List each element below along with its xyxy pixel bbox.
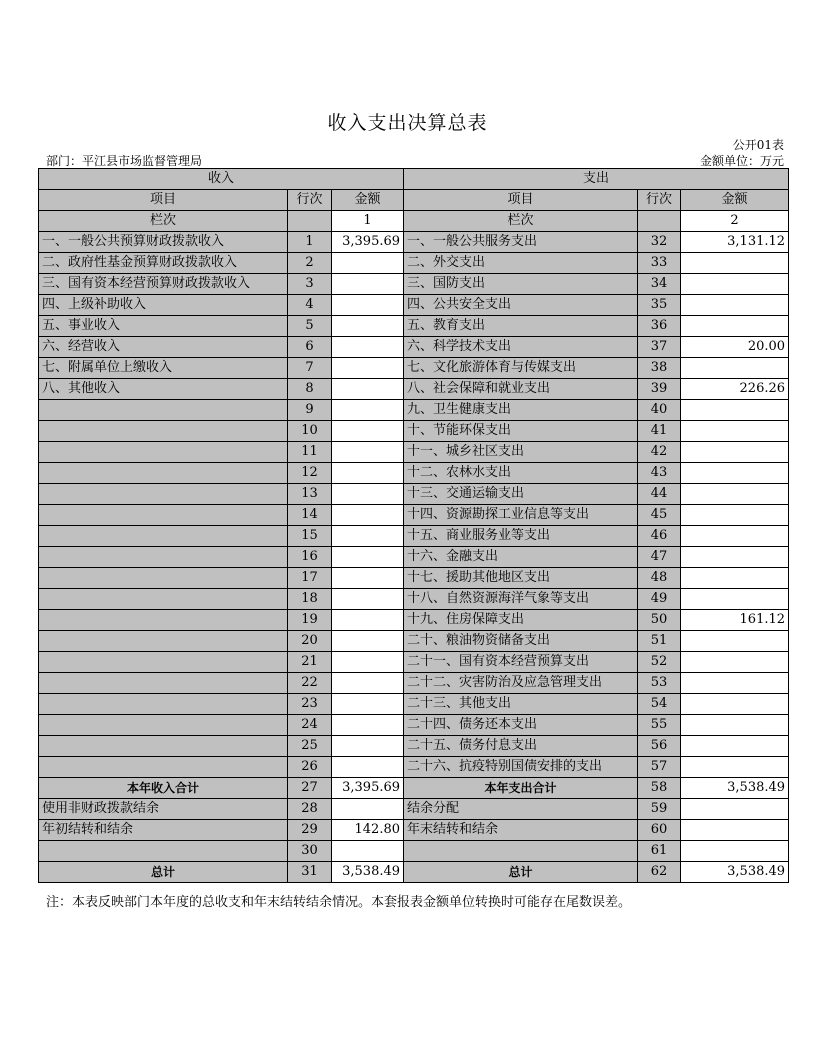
income-item: 一、一般公共预算财政拨款收入 bbox=[39, 232, 288, 253]
expense-item: 十五、商业服务业等支出 bbox=[404, 526, 638, 547]
expense-amount bbox=[681, 694, 789, 715]
income-line: 18 bbox=[288, 589, 332, 610]
expense-amount bbox=[681, 631, 789, 652]
expense-item: 一、一般公共服务支出 bbox=[404, 232, 638, 253]
expense-line: 33 bbox=[638, 253, 681, 274]
footnote: 注：本表反映部门本年度的总收支和年末结转结余情况。本套报表金额单位转换时可能存在尾数误差。 bbox=[46, 895, 632, 910]
expense-amount-header: 金额 bbox=[681, 190, 789, 211]
table-row bbox=[39, 274, 789, 295]
income-amount bbox=[332, 505, 404, 526]
income-line: 7 bbox=[288, 358, 332, 379]
income-line: 9 bbox=[288, 400, 332, 421]
income-line: 1 bbox=[288, 232, 332, 253]
table-row bbox=[39, 610, 789, 631]
income-line: 13 bbox=[288, 484, 332, 505]
table-row bbox=[39, 379, 789, 400]
income-amount-header: 金额 bbox=[332, 190, 404, 211]
income-amount bbox=[332, 568, 404, 589]
income-amount bbox=[332, 484, 404, 505]
income-line-header: 行次 bbox=[288, 190, 332, 211]
income-item: 二、政府性基金预算财政拨款收入 bbox=[39, 253, 288, 274]
expense-item: 十八、自然资源海洋气象等支出 bbox=[404, 589, 638, 610]
income-line: 26 bbox=[288, 757, 332, 778]
income-item bbox=[39, 736, 288, 757]
table-code: 公开01表 bbox=[732, 138, 784, 152]
expense-item: 八、社会保障和就业支出 bbox=[404, 379, 638, 400]
income-item bbox=[39, 694, 288, 715]
table-row bbox=[39, 253, 789, 274]
expense-amount bbox=[681, 568, 789, 589]
income-item: 四、上级补助收入 bbox=[39, 295, 288, 316]
income-item bbox=[39, 631, 288, 652]
income-column-number: 1 bbox=[332, 211, 404, 232]
expense-amount bbox=[681, 358, 789, 379]
expense-amount bbox=[681, 841, 789, 862]
income-item: 年初结转和结余 bbox=[39, 820, 288, 841]
expense-amount bbox=[681, 253, 789, 274]
income-line: 24 bbox=[288, 715, 332, 736]
department-label: 部门：平江县市场监督管理局 bbox=[46, 154, 203, 168]
expense-amount bbox=[681, 463, 789, 484]
expense-total-line: 62 bbox=[638, 862, 681, 883]
income-item bbox=[39, 652, 288, 673]
expense-amount bbox=[681, 547, 789, 568]
expense-total-line: 58 bbox=[638, 778, 681, 799]
income-line: 2 bbox=[288, 253, 332, 274]
income-line: 19 bbox=[288, 610, 332, 631]
expense-line: 57 bbox=[638, 757, 681, 778]
income-amount bbox=[332, 526, 404, 547]
income-amount bbox=[332, 337, 404, 358]
income-item bbox=[39, 673, 288, 694]
income-amount bbox=[332, 442, 404, 463]
expense-amount bbox=[681, 316, 789, 337]
expense-item: 七、文化旅游体育与传媒支出 bbox=[404, 358, 638, 379]
expense-column-number: 2 bbox=[681, 211, 789, 232]
expense-item bbox=[404, 841, 638, 862]
expense-line: 44 bbox=[638, 484, 681, 505]
expense-amount bbox=[681, 484, 789, 505]
income-item bbox=[39, 463, 288, 484]
expense-amount bbox=[681, 442, 789, 463]
expense-line: 50 bbox=[638, 610, 681, 631]
income-amount bbox=[332, 274, 404, 295]
income-line: 28 bbox=[288, 799, 332, 820]
expense-amount bbox=[681, 526, 789, 547]
expense-amount bbox=[681, 295, 789, 316]
table-row bbox=[39, 463, 789, 484]
income-item bbox=[39, 526, 288, 547]
section-header-row bbox=[39, 169, 789, 190]
income-amount: 142.80 bbox=[332, 820, 404, 841]
income-amount bbox=[332, 253, 404, 274]
income-total-label: 总计 bbox=[39, 862, 288, 883]
expense-line: 55 bbox=[638, 715, 681, 736]
income-item bbox=[39, 442, 288, 463]
expense-item: 二十三、其他支出 bbox=[404, 694, 638, 715]
expense-item: 十二、农林水支出 bbox=[404, 463, 638, 484]
table-row bbox=[39, 652, 789, 673]
page-title: 收入支出决算总表 bbox=[327, 112, 488, 134]
table-row bbox=[39, 400, 789, 421]
expense-item: 二十六、抗疫特别国债安排的支出 bbox=[404, 757, 638, 778]
income-amount bbox=[332, 589, 404, 610]
income-item bbox=[39, 400, 288, 421]
expense-total-label: 总计 bbox=[404, 862, 638, 883]
expense-item: 十七、援助其他地区支出 bbox=[404, 568, 638, 589]
expense-line: 49 bbox=[638, 589, 681, 610]
income-item: 使用非财政拨款结余 bbox=[39, 799, 288, 820]
expense-item: 结余分配 bbox=[404, 799, 638, 820]
expense-item: 二十一、国有资本经营预算支出 bbox=[404, 652, 638, 673]
expense-item: 二十五、债务付息支出 bbox=[404, 736, 638, 757]
expense-section-header: 支出 bbox=[404, 169, 789, 190]
income-amount bbox=[332, 694, 404, 715]
income-total-label: 本年收入合计 bbox=[39, 778, 288, 799]
income-item bbox=[39, 568, 288, 589]
income-line: 16 bbox=[288, 547, 332, 568]
expense-amount bbox=[681, 673, 789, 694]
expense-line: 46 bbox=[638, 526, 681, 547]
income-line: 3 bbox=[288, 274, 332, 295]
expense-line: 54 bbox=[638, 694, 681, 715]
expense-line: 48 bbox=[638, 568, 681, 589]
income-amount bbox=[332, 358, 404, 379]
income-item bbox=[39, 547, 288, 568]
income-line: 20 bbox=[288, 631, 332, 652]
expense-amount bbox=[681, 736, 789, 757]
column-header-row bbox=[39, 190, 789, 211]
expense-item: 二十二、灾害防治及应急管理支出 bbox=[404, 673, 638, 694]
expense-line: 37 bbox=[638, 337, 681, 358]
income-amount bbox=[332, 799, 404, 820]
expense-line: 61 bbox=[638, 841, 681, 862]
expense-amount: 20.00 bbox=[681, 337, 789, 358]
table-row bbox=[39, 547, 789, 568]
expense-line: 53 bbox=[638, 673, 681, 694]
expense-line: 51 bbox=[638, 631, 681, 652]
income-amount: 3,395.69 bbox=[332, 232, 404, 253]
table-row bbox=[39, 295, 789, 316]
table-row bbox=[39, 484, 789, 505]
income-item: 六、经营收入 bbox=[39, 337, 288, 358]
table-row bbox=[39, 820, 789, 841]
expense-amount bbox=[681, 421, 789, 442]
expense-amount: 161.12 bbox=[681, 610, 789, 631]
expense-amount bbox=[681, 715, 789, 736]
income-item bbox=[39, 841, 288, 862]
income-amount bbox=[332, 757, 404, 778]
income-amount bbox=[332, 673, 404, 694]
income-amount bbox=[332, 631, 404, 652]
income-item-header: 项目 bbox=[39, 190, 288, 211]
income-item: 八、其他收入 bbox=[39, 379, 288, 400]
income-column-label: 栏次 bbox=[39, 211, 288, 232]
expense-item: 十六、金融支出 bbox=[404, 547, 638, 568]
expense-amount bbox=[681, 274, 789, 295]
income-column-line bbox=[288, 211, 332, 232]
expense-item: 十四、资源勘探工业信息等支出 bbox=[404, 505, 638, 526]
expense-item: 十一、城乡社区支出 bbox=[404, 442, 638, 463]
table-row bbox=[39, 337, 789, 358]
expense-item: 十三、交通运输支出 bbox=[404, 484, 638, 505]
amount-unit-label: 金额单位：万元 bbox=[699, 154, 784, 168]
income-total-line: 27 bbox=[288, 778, 332, 799]
expense-item: 十九、住房保障支出 bbox=[404, 610, 638, 631]
table-row bbox=[39, 421, 789, 442]
expense-line: 35 bbox=[638, 295, 681, 316]
expense-item: 五、教育支出 bbox=[404, 316, 638, 337]
income-item: 七、附属单位上缴收入 bbox=[39, 358, 288, 379]
expense-line-header: 行次 bbox=[638, 190, 681, 211]
income-amount bbox=[332, 400, 404, 421]
expense-line: 36 bbox=[638, 316, 681, 337]
table-row bbox=[39, 757, 789, 778]
income-item bbox=[39, 505, 288, 526]
income-item: 三、国有资本经营预算财政拨款收入 bbox=[39, 274, 288, 295]
income-amount bbox=[332, 379, 404, 400]
expense-line: 45 bbox=[638, 505, 681, 526]
expense-item: 二十、粮油物资储备支出 bbox=[404, 631, 638, 652]
income-line: 4 bbox=[288, 295, 332, 316]
income-line: 29 bbox=[288, 820, 332, 841]
income-line: 14 bbox=[288, 505, 332, 526]
expense-amount bbox=[681, 799, 789, 820]
expense-amount bbox=[681, 820, 789, 841]
income-amount bbox=[332, 421, 404, 442]
expense-line: 56 bbox=[638, 736, 681, 757]
grand-total-row bbox=[39, 862, 789, 883]
expense-line: 52 bbox=[638, 652, 681, 673]
income-line: 6 bbox=[288, 337, 332, 358]
table-row bbox=[39, 799, 789, 820]
expense-amount: 3,131.12 bbox=[681, 232, 789, 253]
expense-total-label: 本年支出合计 bbox=[404, 778, 638, 799]
table-row bbox=[39, 316, 789, 337]
expense-line: 42 bbox=[638, 442, 681, 463]
expense-line: 34 bbox=[638, 274, 681, 295]
income-line: 22 bbox=[288, 673, 332, 694]
income-amount bbox=[332, 652, 404, 673]
expense-item: 十、节能环保支出 bbox=[404, 421, 638, 442]
expense-line: 41 bbox=[638, 421, 681, 442]
expense-total-amount: 3,538.49 bbox=[681, 778, 789, 799]
table-row bbox=[39, 589, 789, 610]
income-line: 11 bbox=[288, 442, 332, 463]
expense-line: 43 bbox=[638, 463, 681, 484]
expense-amount: 226.26 bbox=[681, 379, 789, 400]
expense-item-header: 项目 bbox=[404, 190, 638, 211]
summary-table bbox=[38, 168, 789, 883]
expense-amount bbox=[681, 757, 789, 778]
table-row bbox=[39, 568, 789, 589]
expense-item: 九、卫生健康支出 bbox=[404, 400, 638, 421]
income-item bbox=[39, 757, 288, 778]
income-item: 五、事业收入 bbox=[39, 316, 288, 337]
income-line: 10 bbox=[288, 421, 332, 442]
income-item bbox=[39, 421, 288, 442]
table-row bbox=[39, 841, 789, 862]
income-amount bbox=[332, 841, 404, 862]
income-amount bbox=[332, 316, 404, 337]
income-line: 23 bbox=[288, 694, 332, 715]
income-line: 17 bbox=[288, 568, 332, 589]
table-row bbox=[39, 442, 789, 463]
income-item bbox=[39, 484, 288, 505]
expense-line: 60 bbox=[638, 820, 681, 841]
expense-item: 二、外交支出 bbox=[404, 253, 638, 274]
income-line: 25 bbox=[288, 736, 332, 757]
expense-item: 二十四、债务还本支出 bbox=[404, 715, 638, 736]
table-row bbox=[39, 736, 789, 757]
income-amount bbox=[332, 295, 404, 316]
income-amount bbox=[332, 715, 404, 736]
expense-line: 38 bbox=[638, 358, 681, 379]
income-line: 8 bbox=[288, 379, 332, 400]
income-amount bbox=[332, 736, 404, 757]
expense-item: 六、科学技术支出 bbox=[404, 337, 638, 358]
table-row bbox=[39, 358, 789, 379]
expense-amount bbox=[681, 652, 789, 673]
year-total-row bbox=[39, 778, 789, 799]
income-amount bbox=[332, 610, 404, 631]
income-line: 15 bbox=[288, 526, 332, 547]
income-total-amount: 3,538.49 bbox=[332, 862, 404, 883]
income-amount bbox=[332, 547, 404, 568]
income-line: 21 bbox=[288, 652, 332, 673]
column-index-row bbox=[39, 211, 789, 232]
income-section-header: 收入 bbox=[39, 169, 404, 190]
income-line: 12 bbox=[288, 463, 332, 484]
expense-item: 三、国防支出 bbox=[404, 274, 638, 295]
expense-line: 47 bbox=[638, 547, 681, 568]
expense-line: 32 bbox=[638, 232, 681, 253]
table-row bbox=[39, 715, 789, 736]
income-total-amount: 3,395.69 bbox=[332, 778, 404, 799]
expense-amount bbox=[681, 589, 789, 610]
income-line: 5 bbox=[288, 316, 332, 337]
table-row bbox=[39, 232, 789, 253]
expense-line: 40 bbox=[638, 400, 681, 421]
table-row bbox=[39, 694, 789, 715]
income-item bbox=[39, 715, 288, 736]
expense-line: 59 bbox=[638, 799, 681, 820]
income-item bbox=[39, 589, 288, 610]
expense-amount bbox=[681, 400, 789, 421]
table-row bbox=[39, 526, 789, 547]
income-total-line: 31 bbox=[288, 862, 332, 883]
income-amount bbox=[332, 463, 404, 484]
expense-item: 四、公共安全支出 bbox=[404, 295, 638, 316]
table-row bbox=[39, 673, 789, 694]
income-line: 30 bbox=[288, 841, 332, 862]
income-item bbox=[39, 610, 288, 631]
expense-column-line bbox=[638, 211, 681, 232]
table-row bbox=[39, 631, 789, 652]
expense-amount bbox=[681, 505, 789, 526]
expense-total-amount: 3,538.49 bbox=[681, 862, 789, 883]
expense-line: 39 bbox=[638, 379, 681, 400]
table-row bbox=[39, 505, 789, 526]
expense-item: 年末结转和结余 bbox=[404, 820, 638, 841]
expense-column-label: 栏次 bbox=[404, 211, 638, 232]
